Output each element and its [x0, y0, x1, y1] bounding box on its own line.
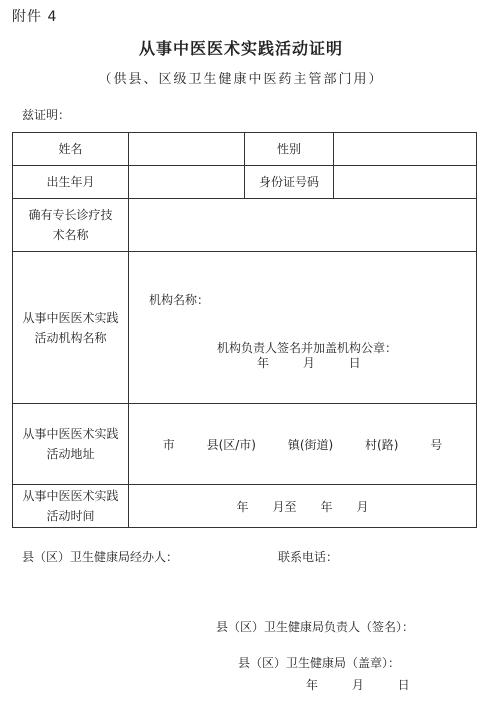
footer-date: 年 月 日 [306, 678, 410, 692]
address-number: 号 [430, 437, 443, 452]
attachment-number: 附件 4 [12, 9, 58, 25]
row-time [13, 485, 477, 528]
row-address [13, 404, 477, 485]
address-label: 从事中医医术实践活动地址 [13, 404, 129, 485]
row-institution [13, 252, 477, 404]
institution-name-label: 机构名称： [149, 292, 210, 307]
document-title: 从事中医医术实践活动证明 [138, 39, 343, 58]
address-county: 县(区/市) [206, 437, 256, 452]
institution-cell[interactable] [129, 252, 477, 404]
skill-field[interactable] [129, 199, 477, 252]
seal-label: 县（区）卫生健康局（盖章）： [238, 656, 401, 670]
birth-field[interactable] [129, 166, 245, 199]
time-label: 从事中医医术实践活动时间 [13, 485, 129, 528]
skill-label: 确有专长诊疗技术名称 [13, 199, 129, 252]
row-skill [13, 199, 477, 252]
document-subtitle: （供县、区级卫生健康中医药主管部门用） [98, 72, 384, 87]
address-city: 市 [162, 437, 175, 452]
institution-sign-label: 机构负责人签名并加盖机构公章： [217, 340, 398, 355]
gender-field[interactable] [334, 133, 477, 166]
name-field[interactable] [129, 133, 245, 166]
name-label: 姓名 [13, 133, 129, 166]
phone-label: 联系电话： [278, 550, 339, 564]
address-field[interactable] [129, 404, 477, 485]
id-field[interactable] [334, 166, 477, 199]
institution-label: 从事中医医术实践活动机构名称 [13, 252, 129, 404]
institution-date: 年 月 日 [257, 355, 361, 370]
row-birth-id [13, 166, 477, 199]
certificate-form [12, 132, 477, 528]
time-field[interactable]: 年 月至 年 月 [129, 485, 477, 528]
address-town: 镇(街道) [287, 437, 334, 452]
handler-label: 县（区）卫生健康局经办人： [22, 550, 179, 564]
row-name-gender [13, 133, 477, 166]
address-village: 村(路) [365, 437, 399, 452]
birth-label: 出生年月 [13, 166, 129, 199]
director-signature-label: 县（区）卫生健康局负责人（签名）： [216, 620, 415, 634]
id-label: 身份证号码 [245, 166, 334, 199]
gender-label: 性别 [245, 133, 334, 166]
certify-text: 兹证明： [22, 108, 71, 122]
